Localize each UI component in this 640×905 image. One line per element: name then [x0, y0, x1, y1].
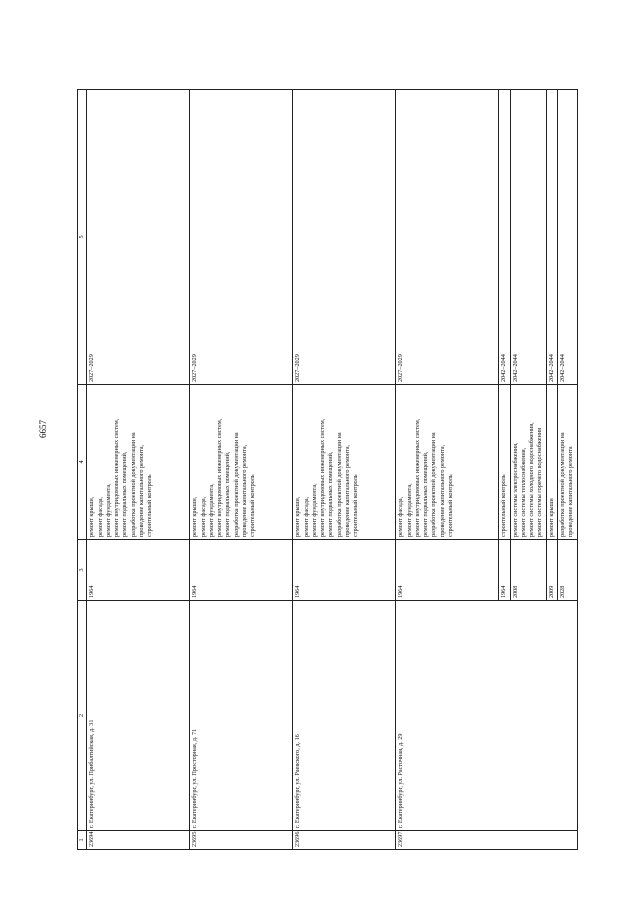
row-year: 2028	[558, 540, 578, 601]
row-year: 1964	[499, 540, 510, 601]
work-line: разработка проектной документации на	[232, 432, 240, 537]
work-line: проведение капитального ремонта,	[138, 444, 146, 537]
work-line: ремонт фундамента,	[310, 483, 318, 537]
work-line: проведение капитального ремонта,	[438, 444, 446, 537]
work-line: ремонт фасада,	[96, 496, 104, 537]
row-period: 2042–2044	[510, 90, 546, 385]
page-number: 6657	[38, 420, 48, 438]
row-address: г. Екатеринбург, ул. Расточная, д. 29	[396, 601, 577, 831]
work-line: разработка проектной документации на	[559, 432, 567, 537]
work-line: разработка проектной документации на	[129, 432, 137, 537]
work-line: разработка проектной документации на	[430, 432, 438, 537]
work-line: ремонт фасада,	[199, 496, 207, 537]
table-row	[87, 90, 190, 850]
row-works	[396, 385, 499, 540]
table-row	[293, 90, 396, 850]
row-year: 2009	[546, 540, 557, 601]
work-line: ремонт фундамента,	[207, 483, 215, 537]
work-line: ремонт крыши	[547, 498, 555, 537]
work-line: ремонт системы теплоснабжения,	[519, 447, 527, 537]
row-address: г. Екатеринбург, ул. Раевского, д. 16	[293, 601, 396, 831]
work-line: проведение капитального ремонта	[567, 446, 575, 537]
row-year: 1964	[190, 540, 293, 601]
header-col-2: 2	[78, 601, 87, 831]
work-line: ремонт внутридомовых инженерных систем,	[413, 418, 421, 537]
header-col-3: 3	[78, 540, 87, 601]
work-line: строительный контроль	[249, 474, 257, 537]
row-period: 2042–2044	[558, 90, 578, 385]
table-row	[396, 90, 499, 850]
rotated-table-sheet	[77, 90, 601, 850]
work-line: ремонт фасада,	[302, 496, 310, 537]
work-line: ремонт фундамента,	[405, 483, 413, 537]
row-address: г. Екатеринбург, ул. Прибалтийская, д. 31	[87, 601, 190, 831]
work-line: ремонт внутридомовых инженерных систем,	[319, 418, 327, 537]
work-line: строительный контроль	[352, 474, 360, 537]
header-col-5: 5	[78, 90, 87, 385]
work-line: ремонт подвальных помещений,	[422, 451, 430, 537]
work-line: ремонт крыши,	[294, 496, 302, 537]
row-period: 2027–2029	[293, 90, 396, 385]
table-header-row	[78, 90, 87, 850]
work-line: строительный контроль	[146, 474, 154, 537]
row-number: 23696.	[293, 831, 396, 850]
work-line: ремонт подвальных помещений,	[327, 451, 335, 537]
work-line: ремонт подвальных помещений,	[224, 451, 232, 537]
work-line: ремонт фасада,	[397, 496, 405, 537]
repair-schedule-table	[77, 89, 578, 850]
work-line: ремонт подвальных помещений,	[121, 451, 129, 537]
row-period: 2027–2029	[396, 90, 499, 385]
row-works	[510, 385, 546, 540]
row-period: 2027–2029	[87, 90, 190, 385]
work-line: строительный контроль	[447, 474, 455, 537]
row-works	[190, 385, 293, 540]
work-line: проведение капитального ремонта,	[344, 444, 352, 537]
row-number: 23694.	[87, 831, 190, 850]
row-number: 23697.	[396, 831, 577, 850]
row-year: 2008	[510, 540, 546, 601]
work-line: ремонт фундамента,	[104, 483, 112, 537]
work-line: ремонт крыши,	[88, 496, 96, 537]
work-line: разработка проектной документации на	[335, 432, 343, 537]
table-row	[190, 90, 293, 850]
row-works	[546, 385, 557, 540]
row-number: 23695.	[190, 831, 293, 850]
work-line: ремонт крыши,	[191, 496, 199, 537]
row-year: 1964	[87, 540, 190, 601]
row-period: 2027–2029	[190, 90, 293, 385]
work-line: строительный контроль	[500, 474, 508, 537]
row-year: 1964	[396, 540, 499, 601]
work-line: ремонт внутридомовых инженерных систем,	[113, 418, 121, 537]
header-col-4: 4	[78, 385, 87, 540]
work-line: ремонт внутридомовых инженерных систем,	[216, 418, 224, 537]
row-works	[87, 385, 190, 540]
work-line: проведение капитального ремонта,	[241, 444, 249, 537]
row-works	[293, 385, 396, 540]
work-line: ремонт системы холодного водоснабжения,	[528, 422, 536, 537]
row-works	[558, 385, 578, 540]
row-year: 1964	[293, 540, 396, 601]
table-body	[87, 90, 577, 850]
header-col-1: 1	[78, 831, 87, 850]
work-line: ремонт системы горячего водоснабжения	[536, 428, 544, 537]
row-address: г. Екатеринбург, ул. Просторная, д. 71	[190, 601, 293, 831]
row-period: 2042–2044	[499, 90, 510, 385]
row-period: 2042–2044	[546, 90, 557, 385]
work-line: ремонт системы электроснабжения,	[511, 442, 519, 537]
row-works	[499, 385, 510, 540]
